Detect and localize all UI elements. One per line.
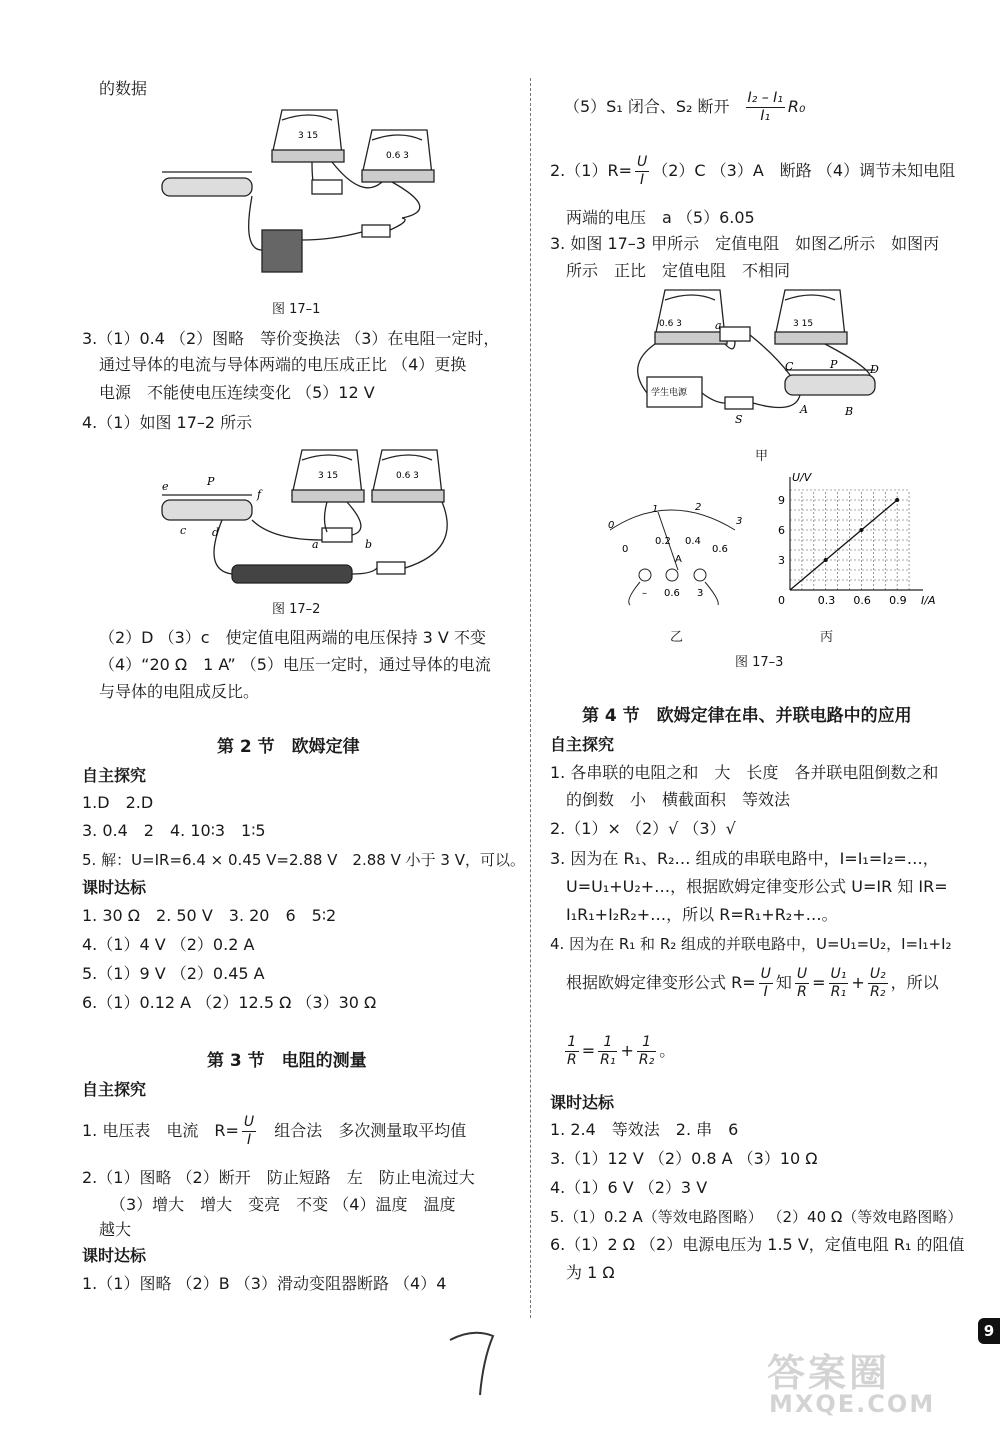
text-line: 5.（1）9 V （2）0.45 A [82, 964, 265, 983]
data-point [824, 558, 828, 562]
fraction-denominator: R [797, 984, 807, 1000]
text-segment: 根据欧姆定律变形公式 R= [566, 973, 756, 992]
u-i-chart [760, 471, 936, 617]
section-heading: 第 3 节 电阻的测量 [207, 1051, 367, 1071]
equals-sign: = [581, 1041, 596, 1060]
text-segment: 1. 电压表 电流 R= [82, 1121, 239, 1140]
fraction-numerator: U [636, 154, 648, 170]
text-line: 的倒数 小 横截面积 等效法 [566, 790, 791, 809]
text-line: 4. 因为在 R₁ 和 R₂ 组成的并联电路中，U=U₁=U₂，I=I₁+I₂ [550, 935, 952, 953]
subsection-heading: 自主探究 [550, 735, 615, 754]
fraction-denominator: I [763, 984, 768, 1000]
fraction [795, 966, 809, 1001]
subsection-heading: 课时达标 [82, 1246, 147, 1265]
label-a: a [312, 538, 319, 551]
y-tick-label: 9 [778, 494, 785, 507]
section-heading: 第 4 节 欧姆定律在串、并联电路中的应用 [582, 706, 912, 726]
fraction [868, 966, 888, 1001]
text-line: I₁R₁+I₂R₂+…，所以 R=R₁+R₂+…。 [566, 905, 838, 924]
text-line: 3. 因为在 R₁、R₂… 组成的串联电路中，I=I₁=I₂=…， [550, 849, 939, 868]
fraction-denominator: I₁ [760, 108, 771, 124]
tick-label: 2 [695, 502, 702, 513]
y-axis-label: U/V [792, 471, 812, 484]
text-segment: ，所以 [890, 973, 939, 992]
circuit-figure-17-1 [162, 100, 462, 290]
text-line: 4.（1）6 V （2）3 V [550, 1178, 708, 1197]
fraction [242, 1114, 256, 1149]
fraction [829, 966, 849, 1001]
tick-label: 0.4 [685, 536, 701, 547]
dial-unit: A [675, 554, 682, 565]
formula-line [550, 152, 955, 190]
fraction-denominator: I [640, 172, 645, 188]
figure-caption: 图 17–2 [272, 602, 321, 617]
subsection-heading: 课时达标 [550, 1093, 615, 1112]
text-line: 1.（1）图略 （2）B （3）滑动变阻器断路 （4）4 [82, 1274, 447, 1293]
formula-line [564, 88, 805, 126]
fraction [746, 90, 785, 125]
fraction-numerator: U [243, 1114, 255, 1130]
text-segment: （2）C （3）A 断路 （4）调节未知电阻 [652, 161, 956, 180]
label-b: b [365, 538, 373, 551]
fraction-numerator: 1 [565, 1034, 579, 1052]
fraction [598, 1034, 617, 1069]
text-line: （3）增大 增大 变亮 不变 （4）温度 温度 [110, 1195, 456, 1214]
formula-line [562, 1030, 675, 1072]
plus-sign: + [620, 1041, 634, 1060]
formula-line [82, 1112, 466, 1150]
data-point [859, 528, 863, 532]
text-line: 两端的电压 a （5）6.05 [566, 208, 755, 227]
tick-label: 0.6 [712, 544, 728, 555]
text-line: 3.（1）0.4 （2）图略 等价变换法 （3）在电阻一定时， [82, 329, 500, 348]
text-line: 通过导体的电流与导体两端的电压成正比 （4）更换 [99, 355, 467, 374]
text-segment: R₀ [787, 97, 806, 116]
text-segment: 知 [775, 973, 792, 992]
x-tick-label: 0.9 [889, 594, 907, 607]
ammeter-dial-figure [600, 500, 750, 610]
circuit-figure-17-3-jia [625, 285, 945, 435]
label-d: d [212, 526, 220, 539]
handwritten-mark [448, 1330, 508, 1400]
circuit-figure-17-2 [162, 440, 482, 595]
power-supply-label: 学生电源 [651, 388, 688, 398]
figure-caption: 图 17–3 [735, 655, 784, 670]
text-line: 1.D 2.D [82, 793, 154, 812]
fraction-denominator: R₁ [830, 984, 847, 1000]
text-segment: 2.（1）R= [550, 161, 632, 180]
data-point [895, 498, 899, 502]
text-line: 1. 30 Ω 2. 50 V 3. 20 6 5∶2 [82, 906, 337, 925]
text-line: （2）D （3）c 使定值电阻两端的电压保持 3 V 不变 [99, 628, 486, 647]
watermark-url: MXQE.COM [769, 1390, 936, 1418]
fraction-denominator: R₁ [600, 1052, 616, 1068]
text-line: 越大 [99, 1220, 132, 1239]
text-line: 4.（1）如图 17–2 所示 [82, 413, 253, 432]
figure-label-yi: 乙 [670, 630, 684, 645]
text-line: 5.（1）0.2 A（等效电路图略） （2）40 Ω（等效电路图略） [550, 1208, 963, 1226]
dial-top-ticks [608, 502, 742, 531]
text-line: 3. 0.4 2 4. 10∶3 1∶5 [82, 821, 266, 840]
subsection-heading: 自主探究 [82, 1080, 147, 1099]
equals-sign: = [812, 973, 826, 992]
text-line: 与导体的电阻成反比。 [99, 682, 260, 701]
text-line: 6.（1）2 Ω （2）电源电压为 1.5 V，定值电阻 R₁ 的阻值 [550, 1235, 965, 1254]
watermark-text: 答案圈 [767, 1351, 891, 1395]
text-segment: 组合法 多次测量取平均值 [274, 1121, 467, 1140]
fraction-numerator: U [760, 966, 771, 982]
subsection-heading: 课时达标 [82, 878, 147, 897]
dial-bottom-ticks [622, 536, 728, 599]
label-s: S [735, 413, 743, 426]
label-c: c [180, 524, 187, 537]
text-line: 的数据 [99, 79, 148, 98]
ammeter-ticks: 0.6 3 [659, 319, 682, 329]
text-segment: （5）S₁ 闭合、S₂ 断开 [564, 97, 730, 116]
voltmeter-ticks: 3 15 [793, 319, 814, 329]
voltmeter-ticks: 3 15 [298, 131, 319, 141]
watermark [767, 1342, 992, 1422]
ammeter-ticks: 0.6 3 [396, 471, 419, 481]
x-axis-label: I/A [921, 594, 936, 607]
label-f: f [257, 488, 262, 501]
tick-label: 3 [736, 516, 743, 527]
chart-series [790, 498, 899, 590]
text-line: 所示 正比 定值电阻 不相同 [566, 261, 791, 280]
fraction [635, 154, 649, 189]
plus-sign: + [851, 973, 865, 992]
series-line [790, 500, 897, 590]
fraction [637, 1034, 656, 1069]
terminal-label: – [642, 588, 647, 599]
label-a: a [715, 319, 722, 332]
label-a-upper: A [800, 403, 808, 416]
label-p: P [207, 475, 215, 488]
fraction-numerator: 1 [637, 1034, 656, 1052]
terminal-label: 0.6 [664, 588, 680, 599]
text-line: 1. 2.4 等效法 2. 串 6 [550, 1120, 739, 1139]
text-line: 3.（1）12 V （2）0.8 A （3）10 Ω [550, 1149, 818, 1168]
text-line: 电源 不能使电压连续变化 （5）12 V [99, 383, 375, 402]
fraction-denominator: R₂ [870, 984, 886, 1000]
terminal-label: 3 [697, 588, 704, 599]
subsection-heading: 自主探究 [82, 766, 147, 785]
x-tick-label: 0.6 [853, 594, 871, 607]
fraction-denominator: I [246, 1132, 252, 1148]
fraction-numerator: U₁ [830, 966, 847, 982]
label-d: D [870, 363, 879, 376]
text-line: 3. 如图 17–3 甲所示 定值电阻 如图乙所示 如图丙 [550, 234, 940, 253]
fraction-denominator: R [567, 1052, 577, 1068]
y-tick-label: 3 [778, 554, 785, 567]
x-tick-label: 0.3 [817, 594, 836, 607]
figure-label-jia: 甲 [755, 449, 769, 464]
section-heading: 第 2 节 欧姆定律 [217, 737, 360, 757]
label-e: e [162, 480, 169, 493]
text-line: U=U₁+U₂+…，根据欧姆定律变形公式 U=IR 知 IR= [566, 877, 948, 896]
fraction [565, 1034, 579, 1069]
fraction-numerator: 1 [598, 1034, 617, 1052]
ammeter-ticks: 0.6 3 [386, 151, 409, 161]
tick-label: 0.2 [655, 536, 671, 547]
chart-axes [790, 471, 935, 607]
text-line: 6.（1）0.12 A （2）12.5 Ω （3）30 Ω [82, 993, 377, 1012]
text-line: 5. 解：U=IR=6.4 × 0.45 V=2.88 V 2.88 V 小于 3 V，可以。 [82, 851, 525, 869]
text-line: 2.（1）图略 （2）断开 防止短路 左 防止电流过大 [82, 1168, 475, 1187]
tick-label: 0 [622, 544, 629, 555]
formula-line [566, 962, 939, 1004]
fraction-numerator: U₂ [869, 966, 886, 982]
text-line: （4）“20 Ω 1 A” （5）电压一定时，通过导体的电流 [99, 655, 491, 674]
text-segment: 。 [659, 1041, 676, 1060]
page-number: 9 [978, 1318, 1000, 1344]
text-line: 为 1 Ω [566, 1263, 615, 1282]
fraction [759, 966, 773, 1001]
voltmeter-ticks: 3 15 [318, 471, 339, 481]
fraction-denominator: R₂ [638, 1052, 655, 1068]
figure-label-bing: 丙 [820, 630, 834, 645]
label-p: P [830, 358, 838, 371]
fraction-numerator: I₂ – I₁ [747, 90, 783, 106]
origin-label: 0 [778, 594, 785, 607]
text-line: 4.（1）4 V （2）0.2 A [82, 935, 255, 954]
column-divider [530, 78, 531, 1318]
tick-label: 1 [652, 504, 659, 515]
y-tick-label: 6 [778, 524, 785, 537]
tick-label: 0 [608, 520, 615, 531]
figure-caption: 图 17–1 [272, 302, 321, 317]
fraction-numerator: U [796, 966, 808, 982]
label-b: B [845, 405, 854, 418]
label-c: C [785, 360, 794, 373]
text-line: 1. 各串联的电阻之和 大 长度 各并联电阻倒数之和 [550, 763, 939, 782]
text-line: 2.（1）× （2）√ （3）√ [550, 819, 736, 838]
